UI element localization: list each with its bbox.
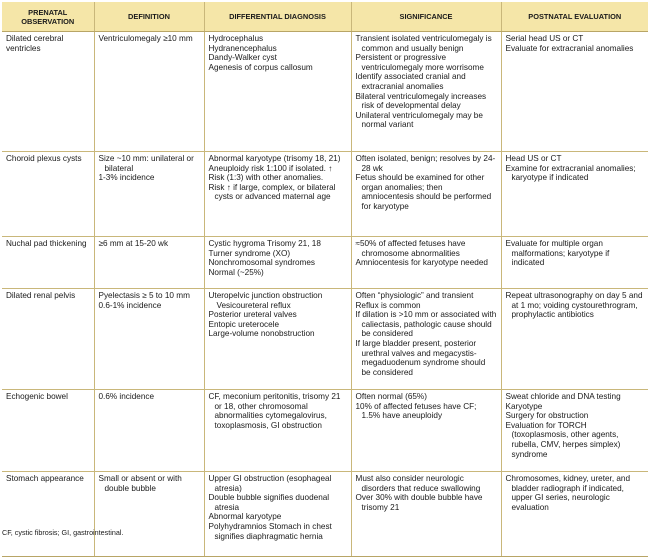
cell-line: Surgery for obstruction: [505, 411, 589, 421]
cell-definition: [94, 390, 204, 472]
table-row: [2, 472, 648, 557]
cell-line: ≈50% of affected fetuses have chromosome abnormalities: [355, 239, 466, 258]
table-row: [2, 32, 648, 152]
prenatal-observation-table: [2, 2, 648, 557]
cell-definition: [94, 472, 204, 557]
cell-line: ≥6 mm at 15-20 wk: [98, 239, 169, 248]
cell-significance: [351, 237, 501, 289]
table-row: [2, 390, 648, 472]
cell-line: Vesicoureteral reflux: [216, 300, 291, 310]
cell-line: Persistent or progressive ventriculomegaly more worrisome: [355, 53, 484, 72]
cell-significance: [351, 472, 501, 557]
cell-line: Repeat ultrasonography on day 5 and at 1 mo; voiding cystourethrogram, prophylactic antibiotics: [505, 291, 643, 320]
cell-significance: [351, 152, 501, 237]
cell-line: If large bladder present, posterior urethral valves and megacystis-megaduodenum syndrome should be considered: [355, 338, 486, 377]
cell-line: Unilateral ventriculomegaly may be normal variant: [355, 110, 483, 130]
cell-line: 0.6-1% incidence: [98, 300, 162, 310]
header-row: [2, 2, 648, 32]
cell-postnatal: [501, 32, 648, 152]
cell-definition: [94, 289, 204, 390]
cell-differential: [204, 472, 351, 557]
cell-line: Evaluate for multiple organ malformations; karyotype if indicated: [505, 239, 610, 268]
cell-postnatal: [501, 390, 648, 472]
cell-line: Normal (~25%): [208, 267, 264, 277]
cell-significance: [351, 289, 501, 390]
cell-line: Ventriculomegaly ≥10 mm: [98, 34, 193, 43]
cell-line: Often normal (65%): [355, 392, 427, 401]
cell-line: Cystic hygroma Trisomy 21, 18: [208, 239, 321, 248]
cell-line: Risk ↑ if large, complex, or bilateral cysts or advanced maternal age: [208, 182, 336, 202]
cell-line: Reflux is common: [355, 300, 421, 310]
cell-line: Polyhydramnios Stomach in chest signifies diaphragmatic hernia: [208, 521, 332, 541]
cell-significance: [351, 390, 501, 472]
cell-definition: [94, 152, 204, 237]
table-row: [2, 152, 648, 237]
cell-line: Pyelectasis ≥ 5 to 10 mm: [98, 291, 190, 300]
cell-line: Over 30% with double bubble have trisomy 21: [355, 493, 483, 512]
cell-differential: [204, 390, 351, 472]
cell-line: Entopic ureterocele: [208, 319, 280, 329]
cell-line: CF, meconium peritonitis, trisomy 21 or 18, other chromosomal abnormalities cytomegalovirus, toxoplasmosis, GI obstruction: [208, 392, 341, 430]
cell-postnatal: [501, 237, 648, 289]
cell-line: Small or absent or with double bubble: [98, 474, 182, 493]
cell-line: 10% of affected fetuses have CF; 1.5% have aneuploidy: [355, 401, 477, 421]
cell-definition: [94, 237, 204, 289]
cell-differential: [204, 32, 351, 152]
cell-line: Sweat chloride and DNA testing: [505, 392, 621, 401]
cell-line: Hydrocephalus: [208, 34, 264, 43]
header-prenatal-observation: PRENATAL OBSERVATION: [2, 2, 94, 32]
cell-differential: [204, 289, 351, 390]
cell-line: Often isolated, benign; resolves by 24-28 wk: [355, 154, 496, 173]
cell-observation: [2, 237, 94, 289]
cell-line: Agenesis of corpus callosum: [208, 62, 313, 72]
cell-line: Often “physiologic” and transient: [355, 291, 474, 300]
table-footnote: CF, cystic fibrosis; GI, gastrointestinal.: [2, 528, 124, 537]
cell-observation: [2, 32, 94, 152]
cell-line: Turner syndrome (XO): [208, 248, 291, 258]
cell-line: Transient isolated ventriculomegaly is common and usually benign: [355, 34, 492, 53]
cell-observation: [2, 472, 94, 557]
cell-line: Hydranencephalus: [208, 43, 277, 53]
cell-line: Abnormal karyotype (trisomy 18, 21): [208, 154, 341, 163]
cell-line: 0.6% incidence: [98, 392, 155, 401]
cell-line: Bilateral ventriculomegaly increases risk of developmental delay: [355, 91, 487, 111]
cell-line: Aneuploidy risk 1:100 if isolated. ↑: [208, 163, 333, 173]
cell-postnatal: [501, 472, 648, 557]
cell-line: Chromosomes, kidney, ureter, and bladder radiograph if indicated, upper GI series, neurologic evaluation: [505, 474, 631, 512]
cell-line: Dilated renal pelvis: [6, 291, 76, 300]
cell-observation: [2, 152, 94, 237]
cell-differential: [204, 152, 351, 237]
header-postnatal-evaluation: POSTNATAL EVALUATION: [501, 2, 648, 32]
cell-line: Serial head US or CT: [505, 34, 584, 43]
cell-line: Risk (1:3) with other anomalies.: [208, 173, 324, 183]
cell-line: Echogenic bowel: [6, 392, 68, 401]
header-definition: DEFINITION: [94, 2, 204, 32]
table-row: [2, 237, 648, 289]
header-significance: SIGNIFICANCE: [351, 2, 501, 32]
cell-line: Nonchromosomal syndromes: [208, 258, 315, 268]
cell-line: Amniocentesis for karyotype needed: [355, 258, 488, 268]
cell-line: Stomach appearance: [6, 474, 84, 483]
cell-line: Karyotype: [505, 401, 543, 411]
cell-postnatal: [501, 152, 648, 237]
cell-line: If dilation is >10 mm or associated with caliectasis, pathologic cause should be considered: [355, 310, 497, 339]
cell-line: 1-3% incidence: [98, 173, 155, 183]
cell-definition: [94, 32, 204, 152]
cell-line: Nuchal pad thickening: [6, 239, 87, 248]
cell-line: Evaluation for TORCH (toxoplasmosis, other agents, rubella, CMV, herpes simplex) syndrome: [505, 420, 621, 459]
cell-line: Identify associated cranial and extracranial anomalies: [355, 72, 466, 91]
cell-line: Upper GI obstruction (esophageal atresia): [208, 474, 332, 493]
cell-line: Abnormal karyotype: [208, 512, 282, 522]
cell-line: Dilated cerebral ventricles: [6, 34, 64, 53]
cell-significance: [351, 32, 501, 152]
cell-observation: [2, 390, 94, 472]
cell-line: Posterior ureteral valves: [208, 310, 297, 320]
cell-line: Evaluate for extracranial anomalies: [505, 43, 634, 53]
cell-postnatal: [501, 289, 648, 390]
cell-line: Dandy-Walker cyst: [208, 53, 277, 63]
cell-differential: [204, 237, 351, 289]
cell-line: Double bubble signifies duodenal atresia: [208, 493, 330, 512]
table-row: [2, 289, 648, 390]
header-differential-diagnosis: DIFFERENTIAL DIAGNOSIS: [204, 2, 351, 32]
cell-line: Must also consider neurologic disorders that reduce swallowing: [355, 474, 481, 493]
cell-line: Choroid plexus cysts: [6, 154, 82, 163]
cell-observation: [2, 289, 94, 390]
cell-line: Examine for extracranial anomalies; karyotype if indicated: [505, 163, 636, 183]
cell-line: Head US or CT: [505, 154, 562, 163]
cell-line: Size ~10 mm: unilateral or bilateral: [98, 154, 194, 173]
cell-line: Large-volume nonobstruction: [208, 329, 315, 339]
cell-line: Fetus should be examined for other organ anomalies; then amniocentesis should be performed for karyotype: [355, 173, 492, 211]
cell-line: Uteropelvic junction obstruction: [208, 291, 323, 300]
